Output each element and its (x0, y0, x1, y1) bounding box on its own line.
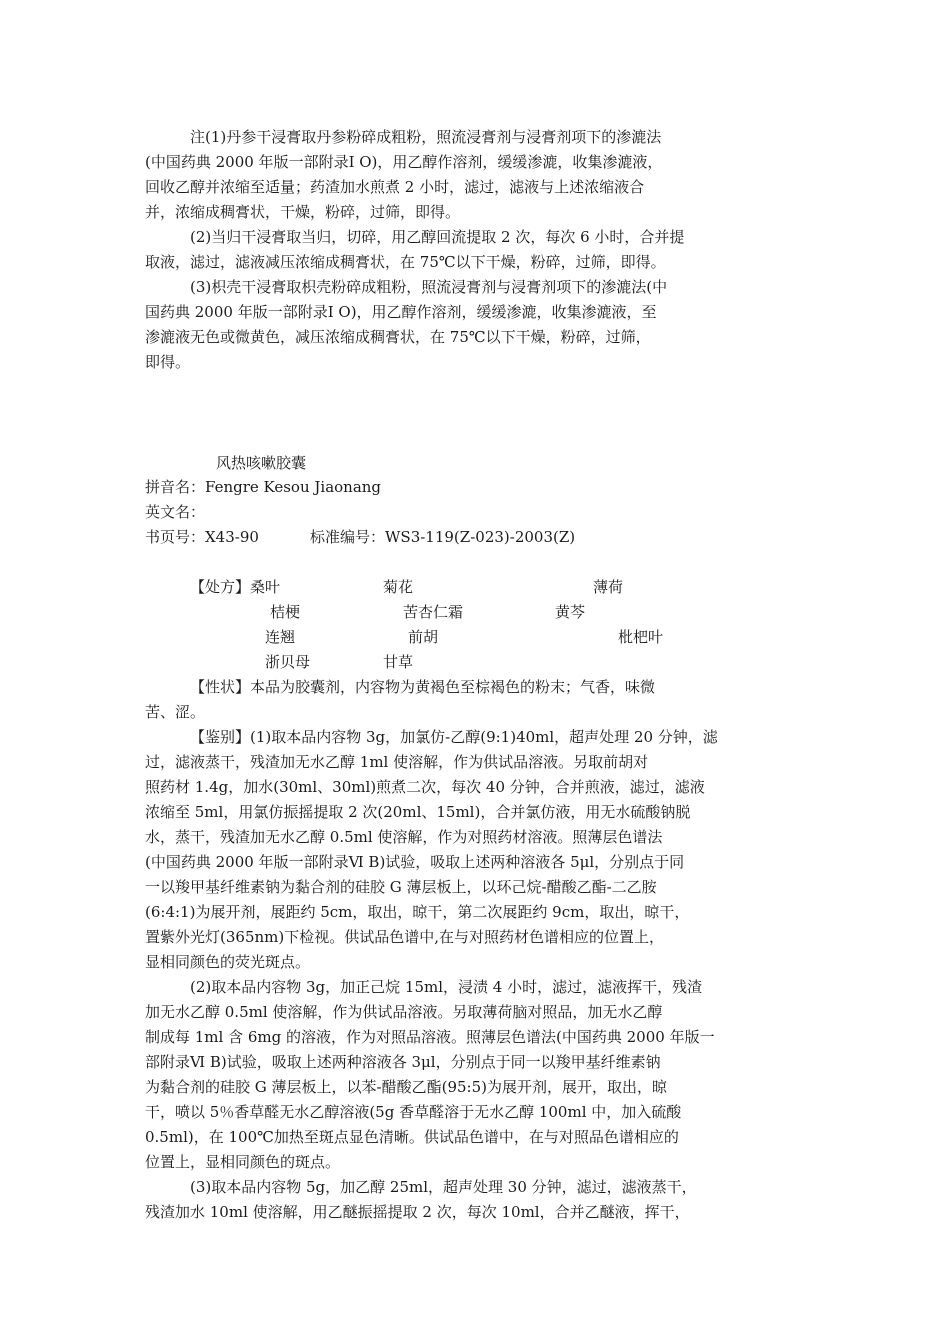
identification-line: 【鉴别】(1)取本品内容物 3g，加氯仿-乙醇(9:1)40ml，超声处理 20 分钟，滤 (190, 728, 718, 746)
identification-line: 位置上，显相同颜色的斑点。 (145, 1153, 341, 1171)
identification-line: (6:4:1)为展开剂，展距约 5cm，取出，晾干，第二次展距约 9cm，取出，晾干， (145, 903, 690, 921)
identification-line: 加无水乙醇 0.5ml 使溶解，作为供试品溶液。另取薄荷脑对照品，加无水乙醇 (145, 1003, 663, 1021)
identification-line: 为黏合剂的硅胶 G 薄层板上，以苯-醋酸乙酯(95:5)为展开剂，展开，取出，晾 (145, 1078, 667, 1096)
notes-line: 回收乙醇并浓缩至适量；药渣加水煎煮 2 小时，滤过，滤液与上述浓缩液合 (145, 178, 645, 196)
identification-line: (2)取本品内容物 3g，加正己烷 15ml，浸渍 4 小时，滤过，滤液挥干，残渣 (190, 978, 703, 996)
identification-line: 部附录Ⅵ B)试验，吸取上述两种溶液各 3μl，分别点于同一以羧甲基纤维素钠 (145, 1053, 661, 1071)
identification-line: 制成每 1ml 含 6mg 的溶液，作为对照品溶液。照薄层色谱法(中国药典 2000 年版一 (145, 1028, 715, 1046)
notes-line: (3)枳壳干浸膏取枳壳粉碎成粗粉，照流浸膏剂与浸膏剂项下的渗漉法(中 (190, 278, 668, 296)
notes-line: 并，浓缩成稠膏状，干燥，粉碎，过筛，即得。 (145, 203, 461, 221)
identification-line: (中国药典 2000 年版一部附录Ⅵ B)试验，吸取上述两种溶液各 5μl，分别点于同 (145, 853, 685, 871)
identification-line: 0.5ml)，在 100℃加热至斑点显色清晰。供试品色谱中，在与对照品色谱相应的 (145, 1128, 679, 1146)
identification-line: 一以羧甲基纤维素钠为黏合剂的硅胶 G 薄层板上，以环己烷-醋酸乙酯-二乙胺 (145, 878, 657, 896)
prescription-ingredient: 甘草 (383, 653, 414, 671)
notes-line: 注(1)丹参干浸膏取丹参粉碎成粗粉，照流浸膏剂与浸膏剂项下的渗漉法 (190, 128, 662, 146)
identification-line: 残渣加水 10ml 使溶解，用乙醚振摇提取 2 次，每次 10ml，合并乙醚液，挥干， (145, 1203, 690, 1221)
prescription-ingredient: 薄荷 (593, 578, 624, 596)
identification-line: 水，蒸干，残渣加无水乙醇 0.5ml 使溶解，作为对照药材溶液。照薄层色谱法 (145, 828, 663, 846)
notes-line: (中国药典 2000 年版一部附录Ⅰ O)，用乙醇作溶剂，缓缓渗漉，收集渗漉液， (145, 153, 663, 171)
identification-line: 干，喷以 5％香草醛无水乙醇溶液(5g 香草醛溶于无水乙醇 100ml 中，加入硫酸 (145, 1103, 682, 1121)
notes-line: 即得。 (145, 353, 191, 371)
identification-line: (3)取本品内容物 5g，加乙醇 25ml，超声处理 30 分钟，滤过，滤液蒸干， (190, 1178, 697, 1196)
identification-line: 过，滤液蒸干，残渣加无水乙醇 1ml 使溶解，作为供试品溶液。另取前胡对 (145, 753, 649, 771)
identification-line: 显相同颜色的荧光斑点。 (145, 953, 311, 971)
prescription-ingredient: 连翘 (265, 628, 296, 646)
identification-line: 照药材 1.4g，加水(30ml、30ml)煎煮二次，每次 40 分钟，合并煎液，滤过，滤液 (145, 778, 705, 796)
monograph-title: 风热咳嗽胶囊 (216, 454, 307, 472)
prescription-ingredient: 苦杏仁霜 (403, 603, 464, 621)
properties-line: 苦、涩。 (145, 703, 206, 721)
prescription-ingredient: 浙贝母 (265, 653, 311, 671)
notes-line: 渗漉液无色或微黄色，减压浓缩成稠膏状，在 75℃以下干燥，粉碎，过筛， (145, 328, 651, 346)
pinyin-name: 拼音名：Fengre Kesou Jiaonang (145, 478, 382, 496)
identification-line: 浓缩至 5ml，用氯仿振摇提取 2 次(20ml、15ml)，合并氯仿液，用无水硫酸钠脱 (145, 803, 691, 821)
standard-number: 标准编号：WS3-119(Z-023)-2003(Z) (310, 528, 576, 546)
prescription-ingredient: 桔梗 (270, 603, 301, 621)
prescription-ingredient: 枇杷叶 (618, 628, 664, 646)
page-number: 书页号：X43-90 (145, 528, 259, 546)
notes-line: 取液，滤过，滤液减压浓缩成稠膏状，在 75℃以下干燥，粉碎，过筛，即得。 (145, 253, 666, 271)
prescription-label: 【处方】 (190, 578, 251, 596)
identification-line: 置紫外光灯(365nm)下检视。供试品色谱中,在与对照药材色谱相应的位置上， (145, 928, 664, 946)
prescription-ingredient: 黄芩 (555, 603, 586, 621)
properties-line: 【性状】本品为胶囊剂，内容物为黄褐色至棕褐色的粉末；气香，味微 (190, 678, 656, 696)
prescription-ingredient: 桑叶 (250, 578, 281, 596)
prescription-ingredient: 菊花 (383, 578, 414, 596)
english-name: 英文名： (145, 503, 206, 521)
notes-line: 国药典 2000 年版一部附录Ⅰ O)，用乙醇作溶剂，缓缓渗漉，收集渗漉液，至 (145, 303, 657, 321)
prescription-ingredient: 前胡 (408, 628, 439, 646)
notes-line: (2)当归干浸膏取当归，切碎，用乙醇回流提取 2 次，每次 6 小时，合并提 (190, 228, 685, 246)
